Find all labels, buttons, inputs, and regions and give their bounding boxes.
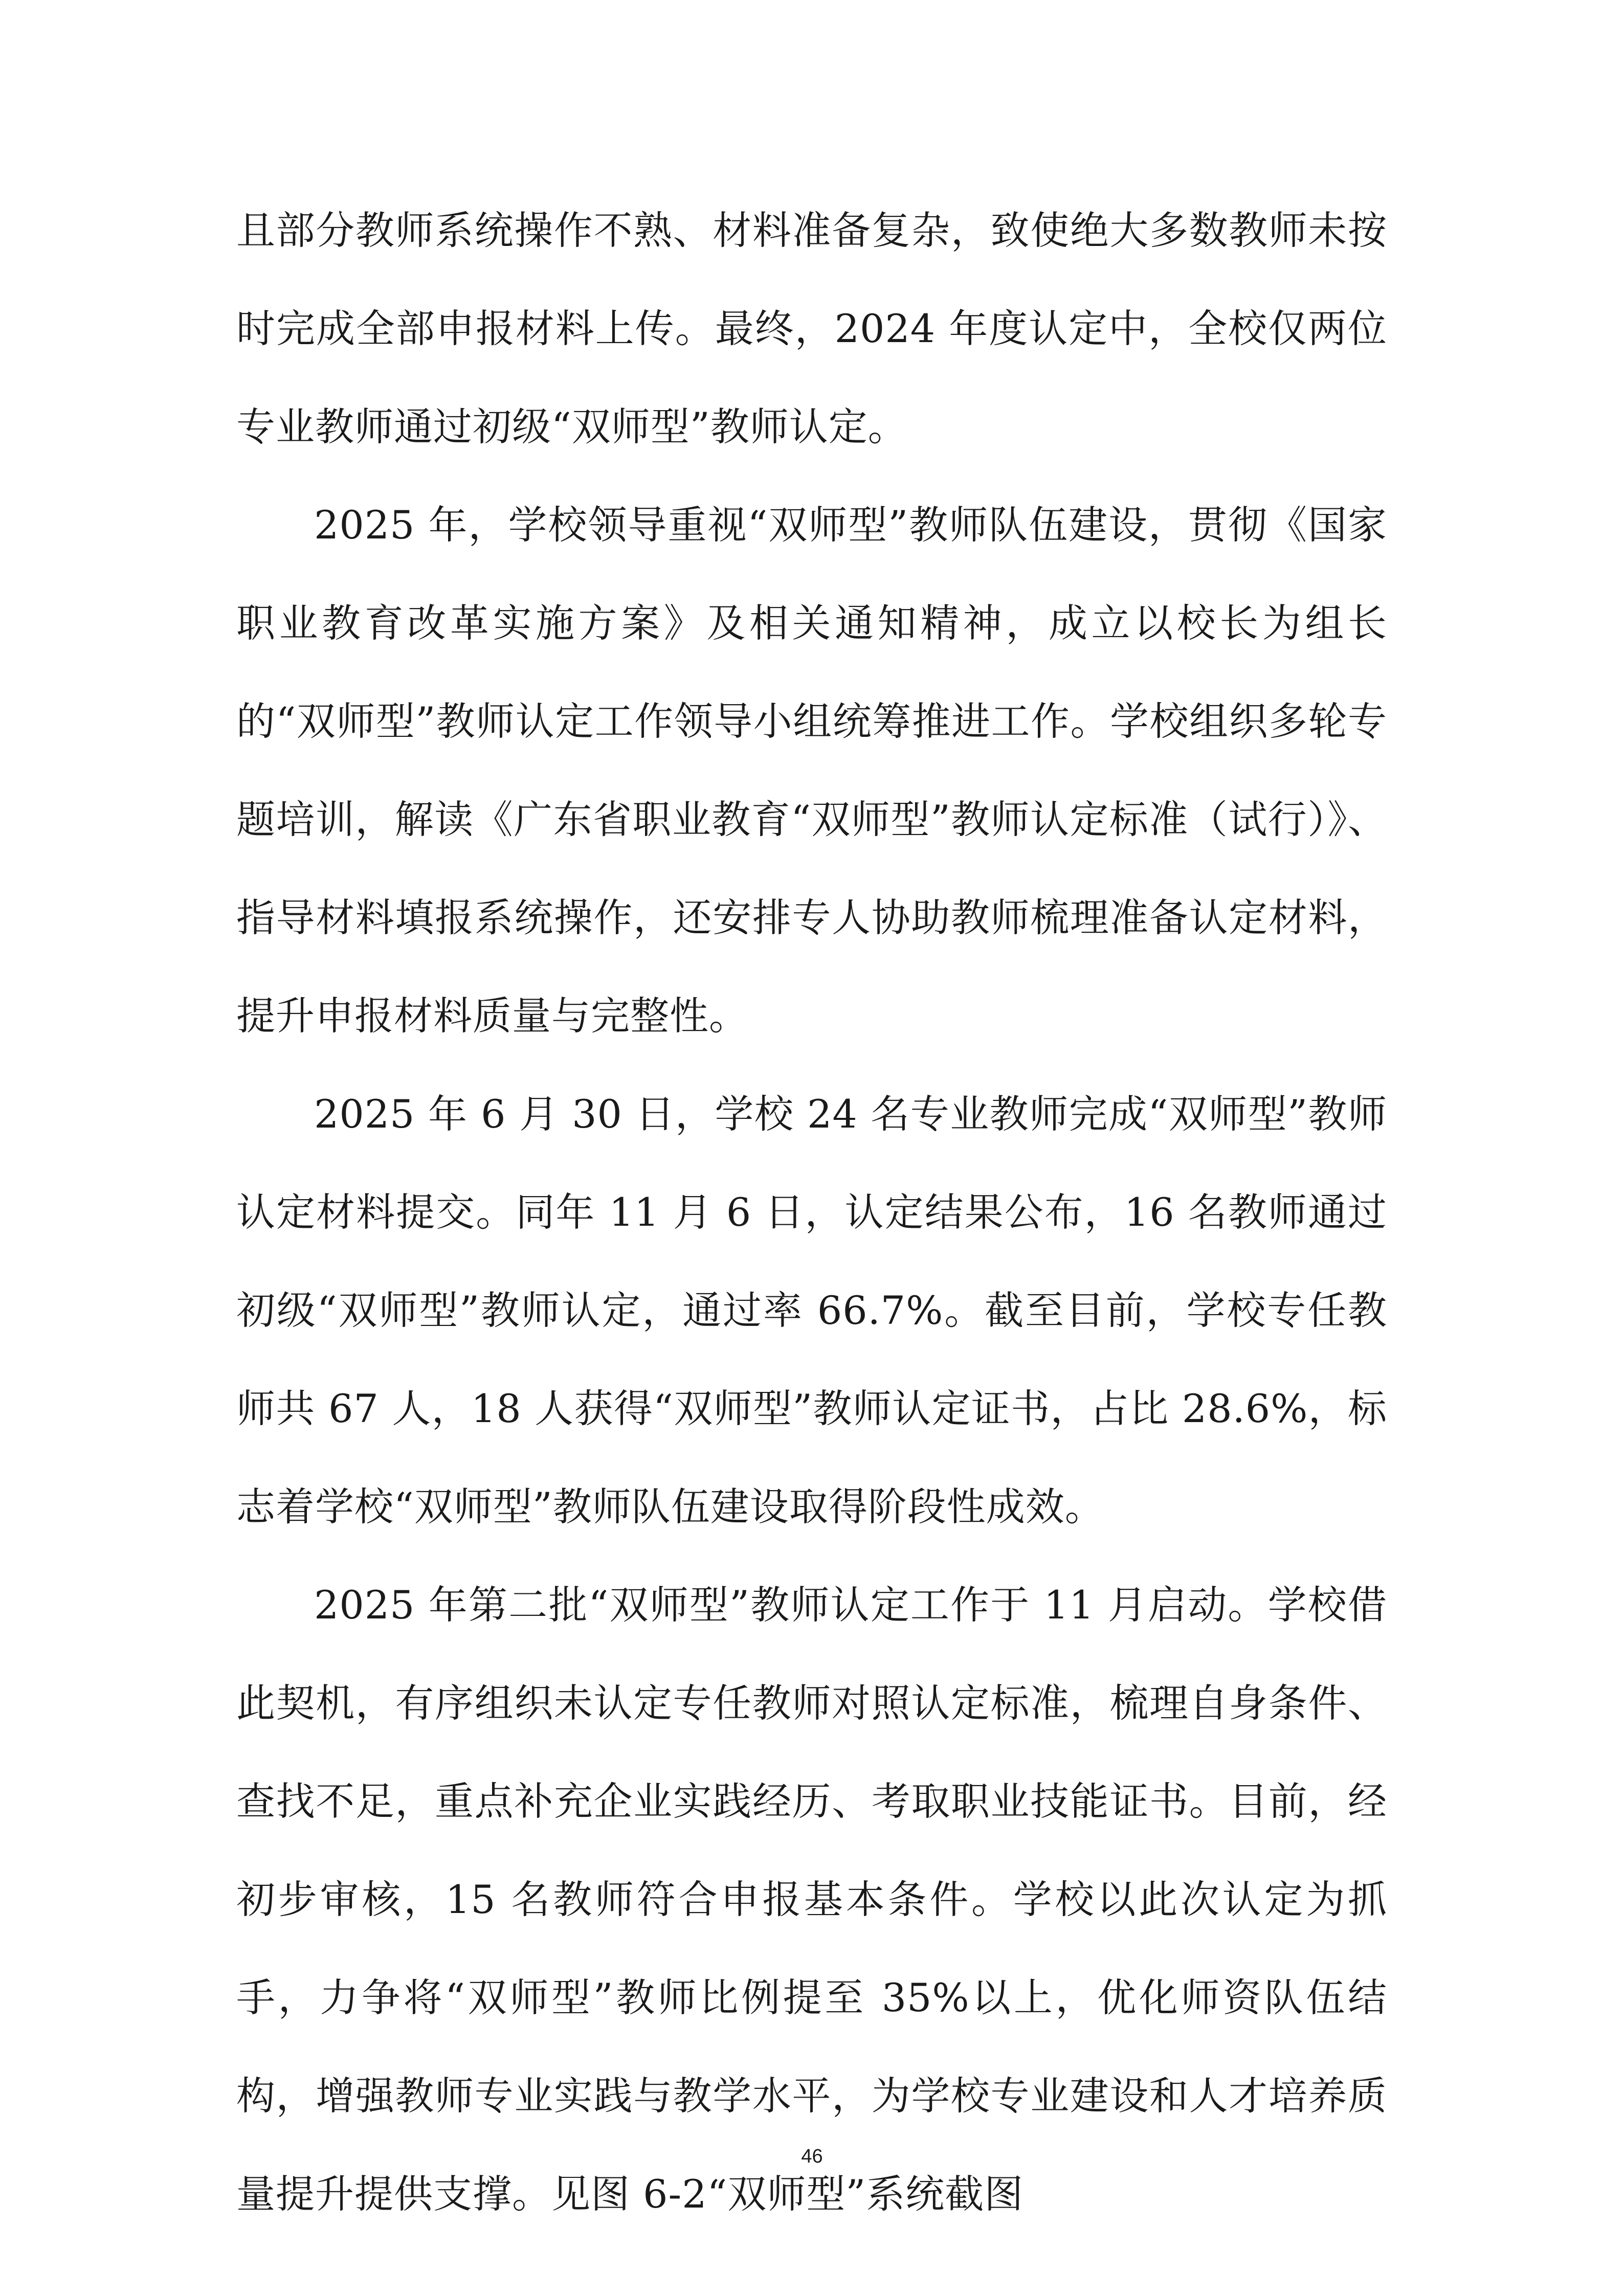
paragraph-2: 2025 年，学校领导重视“双师型”教师队伍建设，贯彻《国家职业教育改革实施方案》及相关通知精神，成立以校长为组长的“双师型”教师认定工作领导小组统筹推进工作。学校组织多轮专题培训，解读《广东省职业教育“双师型”教师认定标准（试行）》、指导材料填报系统操作，还安排专人协助教师梳理准备认定材料，提升申报材料质量与完整性。 bbox=[236, 502, 1387, 1039]
paragraph-4: 2025 年第二批“双师型”教师认定工作于 11 月启动。学校借此契机，有序组织未认定专任教师对照认定标准，梳理自身条件、查找不足，重点补充企业实践经历、考取职业技能证书。目前，经初步审核，15 名教师符合申报基本条件。学校以此次认定为抓手，力争将“双师型”教师比例提至 35%以上，优化师资队伍结构，增强教师专业实践与教学水平，为学校专业建设和人才培养质量提升提供支撑。见图 6-2“双师型”系统截图 bbox=[236, 1582, 1387, 2217]
paragraph-1: 且部分教师系统操作不熟、材料准备复杂，致使绝大多数教师未按时完成全部申报材料上传。最终，2024 年度认定中，全校仅两位专业教师通过初级“双师型”教师认定。 bbox=[236, 208, 1387, 449]
body-text bbox=[236, 182, 1387, 2243]
paragraph-3: 2025 年 6 月 30 日，学校 24 名专业教师完成“双师型”教师认定材料提交。同年 11 月 6 日，认定结果公布，16 名教师通过初级“双师型”教师认定，通过率 66.7%。截至目前，学校专任教师共 67 人，18 人获得“双师型”教师认定证书，占比 28.6%，标志着学校“双师型”教师队伍建设取得阶段性成效。 bbox=[236, 1091, 1387, 1529]
page-number: 46 bbox=[801, 2146, 823, 2167]
